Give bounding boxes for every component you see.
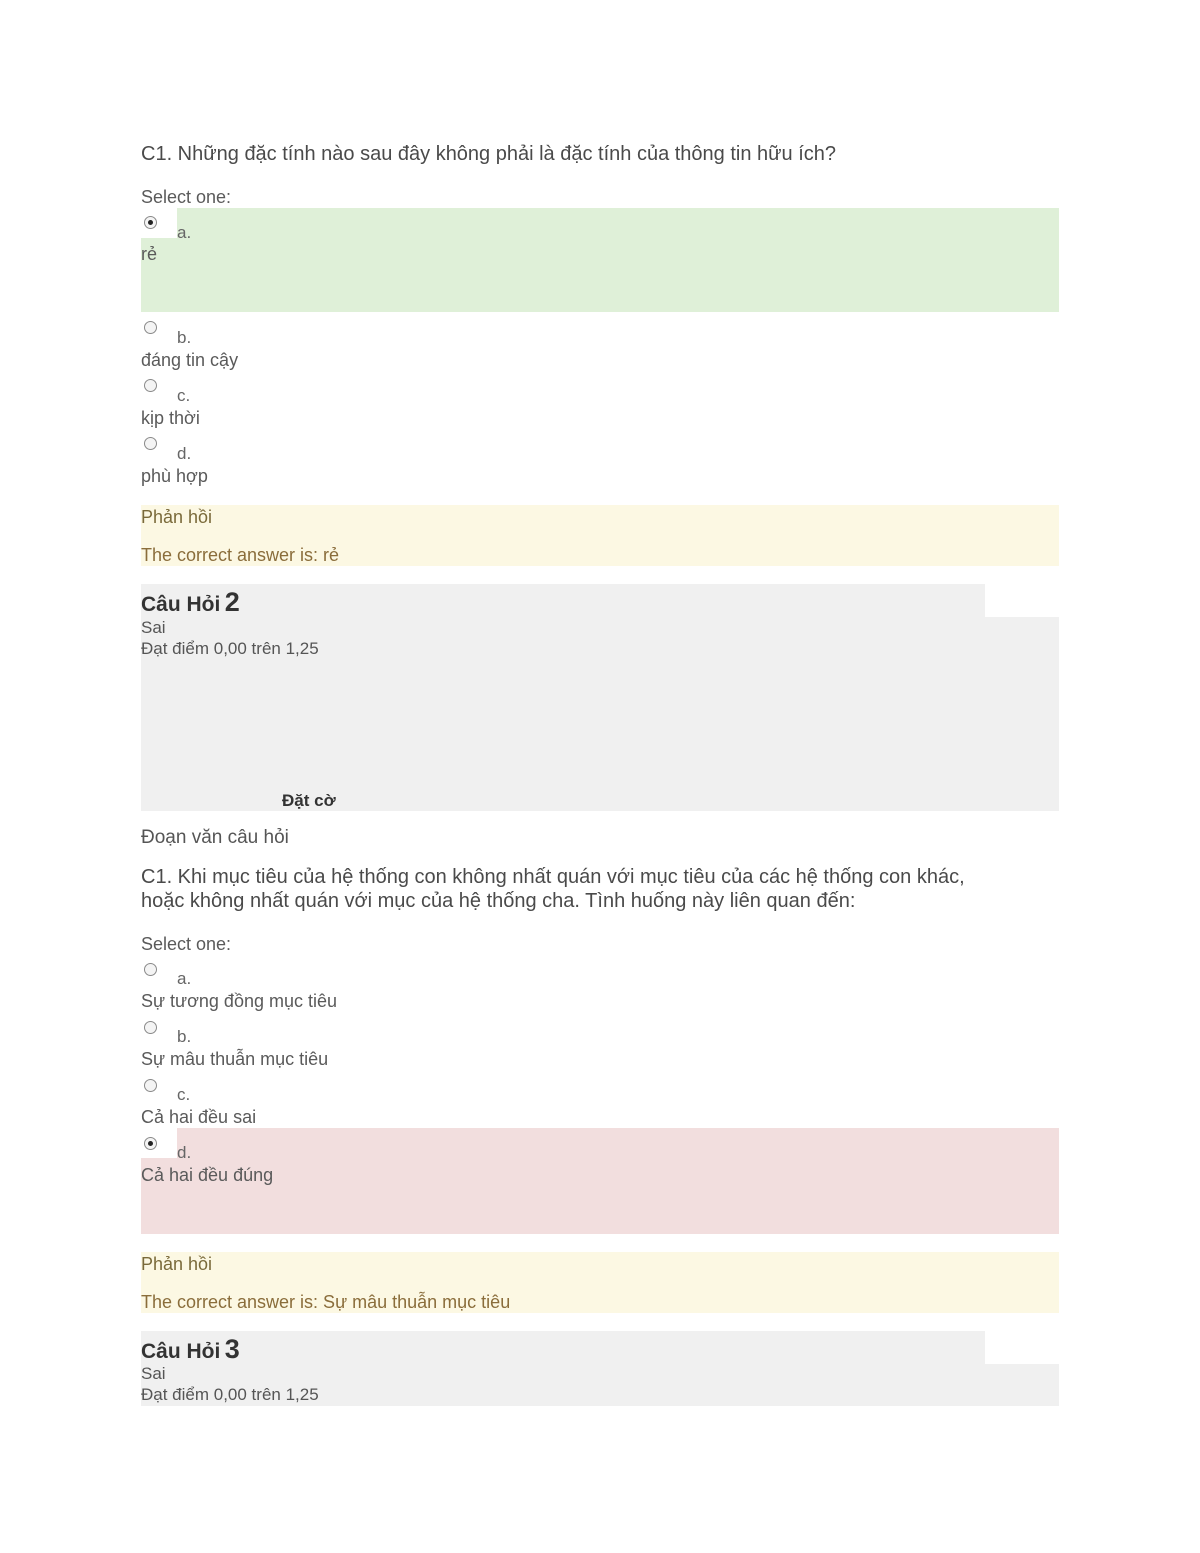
- option-letter: d.: [177, 1143, 192, 1162]
- question-state: Sai: [141, 1364, 166, 1383]
- selected-answer-highlight: [177, 208, 1059, 238]
- option-letter: b.: [177, 1027, 192, 1046]
- question-2-text-line-2: hoặc không nhất quán với mục của hệ thống cha. Tình huống này liên quan đến:: [141, 890, 856, 912]
- option-text[interactable]: Sự mâu thuẫn mục tiêu: [141, 1049, 329, 1069]
- question-label: Câu Hỏi: [141, 593, 221, 616]
- radio-option-d[interactable]: [144, 437, 157, 450]
- question-2-text-line-1: C1. Khi mục tiêu của hệ thống con không nhất quán với mục tiêu của các hệ thống con khác,: [141, 866, 965, 888]
- radio-option-c[interactable]: [144, 379, 157, 392]
- question-label: Câu Hỏi: [141, 1340, 221, 1363]
- radio-option-d[interactable]: [144, 1137, 157, 1150]
- feedback-title: Phản hồi: [141, 507, 213, 527]
- option-letter: d.: [177, 444, 192, 463]
- selected-answer-highlight: [141, 238, 1059, 312]
- correct-answer-text: The correct answer is: Sự mâu thuẫn mục tiêu: [141, 1292, 511, 1312]
- option-letter: c.: [177, 386, 191, 405]
- option-letter: c.: [177, 1085, 191, 1104]
- question-grade: Đạt điểm 0,00 trên 1,25: [141, 1385, 319, 1404]
- question-grade: Đạt điểm 0,00 trên 1,25: [141, 639, 319, 658]
- question-number-value: 3: [224, 1334, 240, 1364]
- option-letter: a.: [177, 223, 192, 242]
- option-text[interactable]: Cả hai đều sai: [141, 1107, 257, 1127]
- correct-answer-text: The correct answer is: rẻ: [141, 545, 340, 565]
- question-number-value: 2: [224, 587, 240, 617]
- radio-option-b[interactable]: [144, 321, 157, 334]
- select-one-label: Select one:: [141, 187, 232, 207]
- selected-answer-highlight: [141, 1158, 1059, 1234]
- option-text[interactable]: phù hợp: [141, 466, 208, 486]
- selected-answer-highlight: [177, 1128, 1059, 1158]
- option-letter: a.: [177, 969, 192, 988]
- question-number: [141, 587, 240, 618]
- question-1-text: C1. Những đặc tính nào sau đây không phải là đặc tính của thông tin hữu ích?: [141, 143, 837, 165]
- radio-option-c[interactable]: [144, 1079, 157, 1092]
- question-number: [141, 1334, 240, 1365]
- select-one-label: Select one:: [141, 934, 232, 954]
- option-text[interactable]: đáng tin cậy: [141, 350, 239, 370]
- radio-option-b[interactable]: [144, 1021, 157, 1034]
- feedback-title: Phản hồi: [141, 1254, 213, 1274]
- question-text-label: Đoạn văn câu hỏi: [141, 827, 289, 848]
- question-state: Sai: [141, 618, 166, 637]
- option-text[interactable]: Sự tương đồng mục tiêu: [141, 991, 338, 1011]
- radio-option-a[interactable]: [144, 963, 157, 976]
- option-text[interactable]: Cả hai đều đúng: [141, 1165, 274, 1185]
- option-letter: b.: [177, 328, 192, 347]
- option-text[interactable]: rẻ: [141, 244, 158, 264]
- option-text[interactable]: kịp thời: [141, 408, 200, 428]
- radio-option-a[interactable]: [144, 216, 157, 229]
- flag-question-link[interactable]: Đặt cờ: [282, 791, 336, 810]
- question-info-box: [141, 1331, 985, 1365]
- question-info-box: [141, 584, 985, 618]
